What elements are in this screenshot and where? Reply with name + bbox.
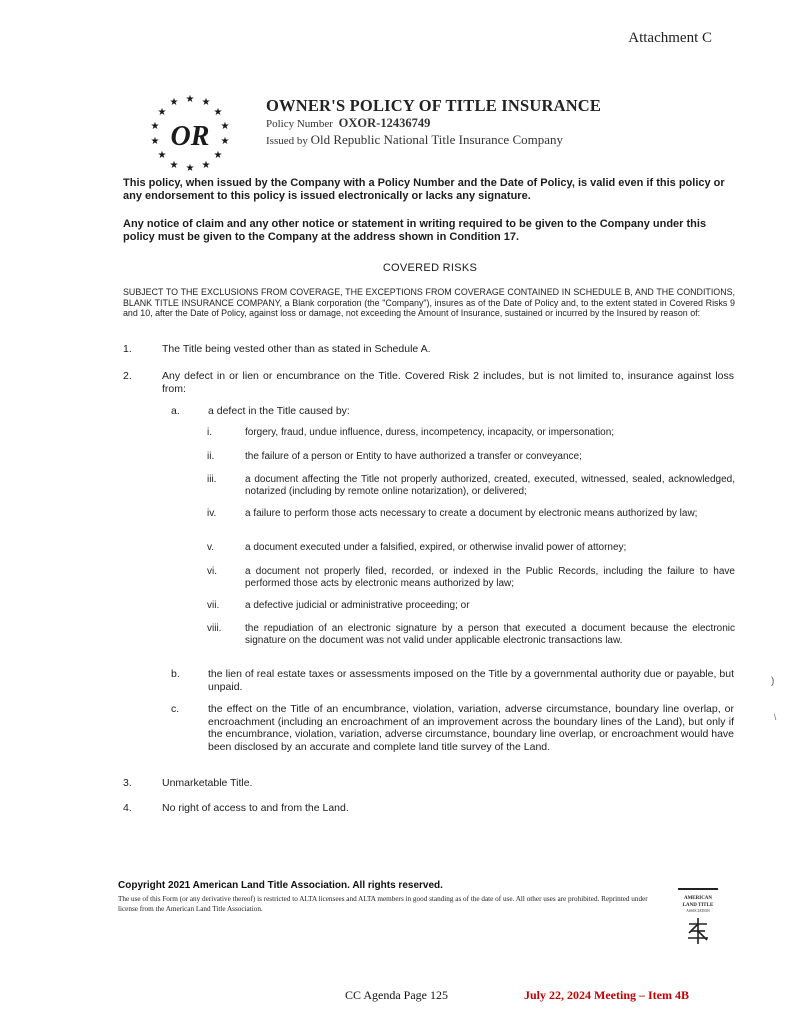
policy-title: OWNER'S POLICY OF TITLE INSURANCE <box>266 96 602 115</box>
roman-text: the failure of a person or Entity to have authorized a transfer or conveyance; <box>245 451 582 462</box>
svg-text:★: ★ <box>185 163 195 174</box>
agenda-page-number: CC Agenda Page 125 <box>345 988 448 1002</box>
alta-logo <box>676 888 720 950</box>
roman-text: the repudiation of an electronic signature by a person that executed a document because the electronic signature on the document was not valid under applicable electronic transactions law. <box>245 623 735 646</box>
svg-text:★: ★ <box>150 136 160 147</box>
roman-number: vii. <box>207 600 220 611</box>
roman-number: iii. <box>207 474 217 485</box>
issued-by-label: Issued by <box>266 135 308 147</box>
svg-text:★: ★ <box>213 150 223 161</box>
svg-text:★: ★ <box>157 150 167 161</box>
risk-text: No right of access to and from the Land. <box>162 802 349 814</box>
alta-logo-line: ASSOCIATION <box>686 909 710 913</box>
issued-by-line <box>266 132 563 148</box>
svg-text:★: ★ <box>220 136 230 147</box>
sub-item-text: the effect on the Title of an encumbrance, violation, variation, adverse circumstance, boundary line overlap, or encroachment (including an encroachment of an improvement across the boundary lines of the Land), but only if the encumbrance, violation, variation, adverse circumstance, boundary line overlap, or encroachment would have been disclosed by an accurate and complete land title survey of the Land. <box>208 703 734 753</box>
roman-text: a document not properly filed, recorded, or indexed in the Public Records, including the failure to have performed those acts by electronic means authorized by law; <box>245 566 735 589</box>
alta-logo-line: LAND TITLE <box>682 903 714 908</box>
svg-text:★: ★ <box>157 107 167 118</box>
roman-number: iv. <box>207 508 217 519</box>
svg-text:★: ★ <box>150 121 160 132</box>
subject-paragraph: SUBJECT TO THE EXCLUSIONS FROM COVERAGE, THE EXCEPTIONS FROM COVERAGE CONTAINED IN SCHEDULE B, AND THE CONDITIONS, BLANK TITLE INSURANCE COMPANY, a Blank corporation (the "Company"), insures as of the Date of Policy and, to the extent stated in Covered Risks 9 and 10, after the Date of Policy, against loss or damage, not exceeding the Amount of Insurance, sustained or incurred by the Insured by reason of: <box>123 287 735 319</box>
svg-text:★: ★ <box>169 97 179 108</box>
svg-text:★: ★ <box>169 160 179 171</box>
risk-text: The Title being vested other than as stated in Schedule A. <box>162 343 431 355</box>
sub-item-letter: b. <box>171 668 180 680</box>
validity-paragraph: This policy, when issued by the Company with a Policy Number and the Date of Policy, is valid even if this policy or any endorsement to this policy is issued electronically or lacks any signature. <box>123 177 725 202</box>
copyright-notice: Copyright 2021 American Land Title Association. All rights reserved. <box>118 880 443 891</box>
seal-monogram: OR <box>170 121 210 152</box>
attachment-label: Attachment C <box>628 30 712 46</box>
roman-text: a defective judicial or administrative proceeding; or <box>245 600 470 611</box>
margin-mark: ) <box>771 676 775 687</box>
margin-mark: \ <box>774 713 777 722</box>
sub-item-text: a defect in the Title caused by: <box>208 405 350 417</box>
policy-number: OXOR-12436749 <box>338 116 431 130</box>
alta-logo-icon <box>676 888 720 950</box>
risk-text: Unmarketable Title. <box>162 777 253 789</box>
covered-risks-heading: COVERED RISKS <box>382 262 478 274</box>
svg-text:★: ★ <box>220 121 230 132</box>
form-use-note: The use of this Form (or any derivative thereof) is restricted to ALTA licensees and ALTA members in good standing as of the date of use. All other uses are prohibited. Reprinted under license from the American Land Title Association. <box>118 895 648 913</box>
sub-item-text: the lien of real estate taxes or assessments imposed on the Title by a governmental authority due or payable, but unpaid. <box>208 668 734 693</box>
svg-text:★: ★ <box>201 97 211 108</box>
roman-number: ii. <box>207 451 215 462</box>
roman-text: forgery, fraud, undue influence, duress, incompetency, incapacity, or impersonation; <box>245 427 615 438</box>
alta-logo-line: AMERICAN <box>683 896 713 901</box>
roman-number: v. <box>207 542 215 553</box>
svg-text:★: ★ <box>201 160 211 171</box>
notice-paragraph: Any notice of claim and any other notice or statement in writing required to be given to the Company under this policy must be given to the Company at the address shown in Condition 17. <box>123 218 707 243</box>
sub-item-letter: c. <box>171 703 180 715</box>
meeting-item-label: July 22, 2024 Meeting – Item 4B <box>524 988 689 1002</box>
policy-number-line <box>266 116 430 131</box>
risk-number: 4. <box>123 802 132 814</box>
roman-number: viii. <box>207 623 222 634</box>
roman-text: a document executed under a falsified, expired, or otherwise invalid power of attorney; <box>245 542 627 553</box>
roman-text: a document affecting the Title not properly authorized, created, executed, witnessed, sealed, acknowledged, notarized (including by remote online notarization), or delivered; <box>245 474 735 497</box>
company-seal-icon <box>140 92 240 176</box>
roman-number: vi. <box>207 566 217 577</box>
risk-text: Any defect in or lien or encumbrance on the Title. Covered Risk 2 includes, but is not limited to, insurance against loss from: <box>162 370 734 395</box>
company-name: Old Republic National Title Insurance Company <box>310 132 563 147</box>
roman-number: i. <box>207 427 212 438</box>
risk-number: 3. <box>123 777 132 789</box>
roman-text: a failure to perform those acts necessary to create a document by electronic means authorized by law; <box>245 508 698 519</box>
sub-item-letter: a. <box>171 405 180 417</box>
risk-number: 2. <box>123 370 132 382</box>
risk-number: 1. <box>123 343 132 355</box>
svg-text:★: ★ <box>213 107 223 118</box>
svg-text:★: ★ <box>185 94 195 105</box>
policy-number-label: Policy Number <box>266 118 333 130</box>
